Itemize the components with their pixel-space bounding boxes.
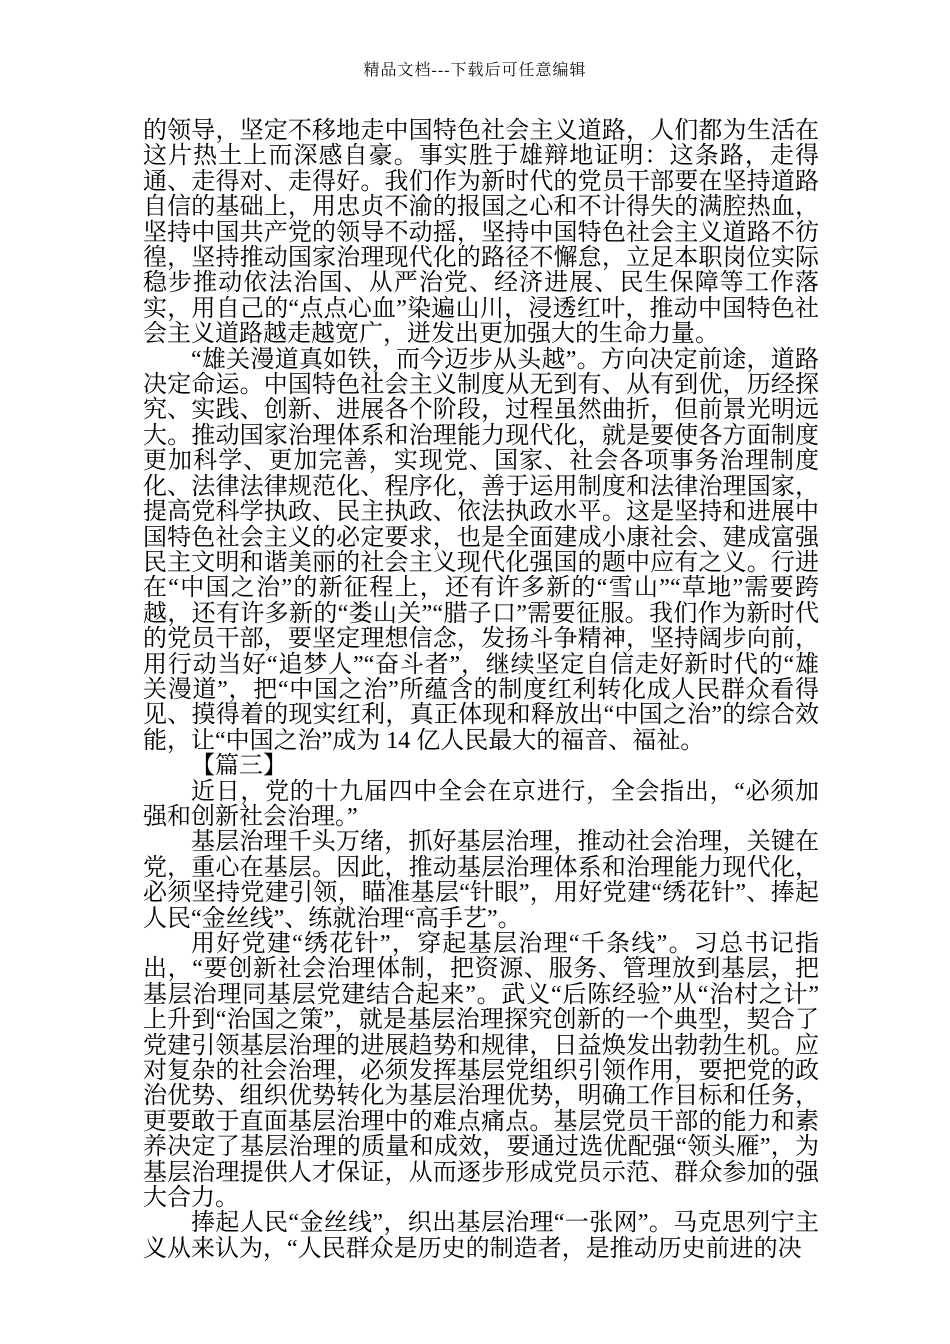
- document-body: [143, 119, 819, 1262]
- paragraph-section-three-heading: 【篇三】: [191, 753, 287, 780]
- paragraph-embroidery-needle: 用好党建“绣花针”，穿起基层治理“千条线”。习总书记指出，“要创新社会治理体制，把资源、服务、管理放到基层，把基层治理同基层党建结合起来”。武义“后陈经验”从“治村之计”上升到“治国之策”，就是基层治理探究创新的一个典型，契合了党建引领基层治理的进展趋势和规律，日益焕发出勃勃生机。应对复杂的社会治理，必须发挥基层党组织引领作用，要把党的政治优势、组织优势转化为基层治理优势，明确工作目标和任务，更要敢于直面基层治理中的难点痛点。基层党员干部的能力和素养决定了基层治理的质量和成效，要通过选优配强“领头雁”，为基层治理提供人才保证，从而逐步形成党员示范、群众参加的强大合力。: [143, 931, 819, 1212]
- paragraph-grassroots-governance-intro: 基层治理千头万绪，抓好基层治理，推动社会治理，关键在党，重心在基层。因此，推动基层治理体系和治理能力现代化，必须坚持党建引领，瞄准基层“针眼”，用好党建“绣花针”、捧起人民“金丝线”、练就治理“高手艺”。: [143, 829, 819, 932]
- paragraph-plenary-session: 近日，党的十九届四中全会在京进行，全会指出，“必须加强和创新社会治理。”: [143, 778, 819, 830]
- paragraph-golden-thread: 捧起人民“金丝线”，织出基层治理“一张网”。马克思列宁主义从来认为，“人民群众是历史的制造者，是推动历史前进的决: [143, 1210, 819, 1262]
- paragraph-road-confidence: 的领导，坚定不移地走中国特色社会主义道路，人们都为生活在这片热土上而深感自豪。事实胜于雄辩地证明：这条路，走得通、走得对、走得好。我们作为新时代的党员干部要在坚持道路自信的基础上，用忠贞不渝的报国之心和不计得失的满腔热血，坚持中国共产党的领导不动摇，坚持中国特色社会主义道路不彷徨，坚持推动国家治理现代化的路径不懈怠，立足本职岗位实际稳步推动依法治国、从严治党、经济进展、民生保障等工作落实，用自己的“点点心血”染遍山川，浸透红叶，推动中国特色社会主义道路越走越宽广，迸发出更加强大的生命力量。: [143, 118, 819, 348]
- watermark-header: 精品文档---下载后可任意编辑: [363, 62, 587, 79]
- paragraph-xiongguan-mandao: “雄关漫道真如铁，而今迈步从头越”。方向决定前途，道路决定命运。中国特色社会主义制度从无到有、从有到优，历经探究、实践、创新、进展各个阶段，过程虽然曲折，但前景光明远大。推动国家治理体系和治理能力现代化，就是要使各方面制度更加科学、更加完善，实现党、国家、社会各项事务治理制度化、法律法律规范化、程序化，善于运用制度和法律治理国家，提高党科学执政、民主执政、依法执政水平。这是坚持和进展中国特色社会主义的必定要求，也是全面建成小康社会、建成富强民主文明和谐美丽的社会主义现代化强国的题中应有之义。行进在“中国之治”的新征程上，还有许多新的“雪山”“草地”需要跨越，还有许多新的“娄山关”“腊子口”需要征服。我们作为新时代的党员干部，要坚定理想信念，发扬斗争精神，坚持阔步向前，用行动当好“追梦人”“奋斗者”，继续坚定自信走好新时代的“雄关漫道”，把“中国之治”所蕴含的制度红利转化成人民群众看得见、摸得着的现实红利，真正体现和释放出“中国之治”的综合效能，让“中国之治”成为 14 亿人民最大的福音、福祉。: [143, 346, 819, 754]
